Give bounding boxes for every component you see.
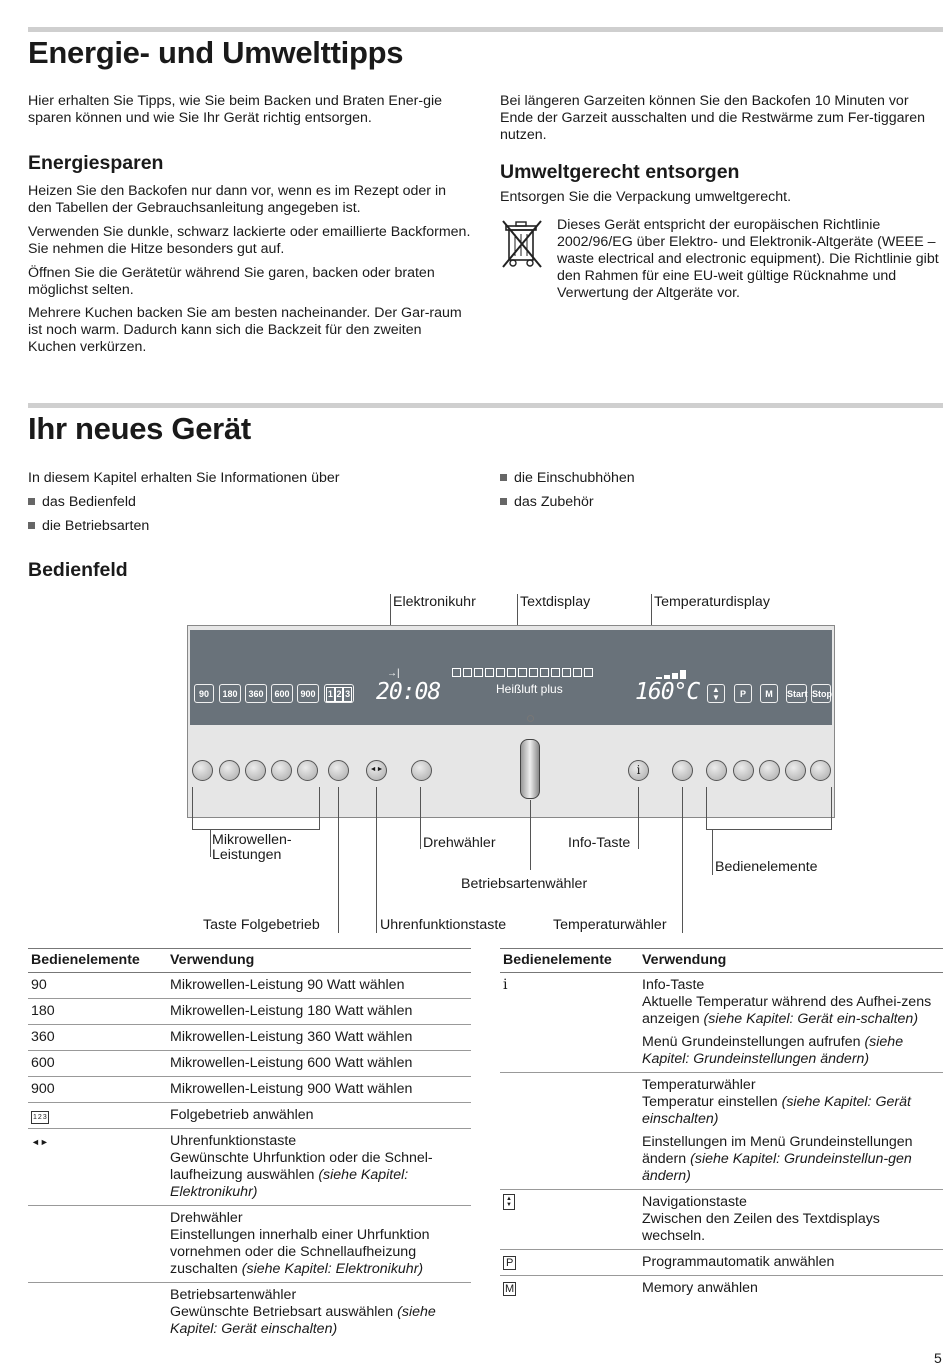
leader-line [706,787,707,829]
table-row: 600 Mikrowellen-Leistung 600 Watt wählen [28,1051,471,1077]
seq-3: 3 [343,687,352,702]
umwelt-heading: Umweltgerecht entsorgen [500,161,740,183]
navigation-key[interactable]: ▲ ▼ [707,684,725,703]
key-m[interactable]: M [760,684,778,703]
bullet-item: das Bedienfeld [28,494,136,511]
table-row: Drehwähler Einstellungen innerhalb einer Uhrfunktion vornehmen oder die Schnellaufheizung zuschalten (siehe Kapitel: Elektronikuhr) [28,1206,471,1283]
mode-icon [474,668,483,677]
key-600[interactable]: 600 [271,684,293,703]
bullet-icon [500,498,507,505]
seq-2: 2 [335,687,344,702]
table-row: i Info-Taste Aktuelle Temperatur während des Aufhei-zens anzeigen (siehe Kapitel: Gerät ein-schalten) Menü Grundeinstellungen aufrufen (siehe Kapitel: Grundeinstellungen ändern) [500,973,943,1073]
mode-icon [529,668,538,677]
energie-p2: Verwenden Sie dunkle, schwarz lackierte oder emaillierte Backformen. Sie nehmen die Hitze besonders gut auf. [28,224,471,257]
label-betriebsartenwaehler: Betriebsartenwähler [461,876,588,892]
leader-line [682,787,683,933]
control-button[interactable] [810,760,831,781]
leader-line [530,800,531,870]
mode-icons [452,668,593,677]
folgebetrieb-icon: 1 2 3 [31,1111,49,1124]
control-button[interactable] [706,760,727,781]
table-row: 180 Mikrowellen-Leistung 180 Watt wählen [28,999,471,1025]
leader-line [706,829,832,830]
label-drehwaehler: Drehwähler [423,835,496,851]
section-title-energie: Energie- und Umwelttipps [28,35,404,70]
geraet-intro: In diesem Kapitel erhalten Sie Informationen über [28,470,340,486]
uhrenfunktion-button[interactable]: ◄► [366,760,387,781]
mode-icon [551,668,560,677]
p-key-icon: P [503,1256,516,1270]
leader-line [192,829,320,830]
clock-display: 20:08 [376,679,441,705]
label-uhrenfunktionstaste: Uhrenfunktionstaste [380,917,507,933]
label-temperaturdisplay: Temperaturdisplay [654,594,770,610]
umwelt-p1: Entsorgen Sie die Verpackung umweltgerecht. [500,189,792,205]
table-row: Temperaturwähler Temperatur einstellen (siehe Kapitel: Gerät einschalten) Einstellungen im Menü Grundeinstellungen ändern (siehe Kapitel: Grundeinstellun-gen ändern) [500,1073,943,1190]
mode-icon [573,668,582,677]
bullet-item: die Betriebsarten [28,518,149,535]
control-button[interactable] [733,760,754,781]
leader-line [712,829,713,875]
leader-line [319,787,320,829]
table-left [28,948,471,1342]
energiesparen-heading: Energiesparen [28,152,164,174]
indicator-dot [527,715,534,722]
bullet-item: das Zubehör [500,494,594,511]
bedienfeld-heading: Bedienfeld [28,559,128,581]
bullet-icon [28,498,35,505]
table-row: 900 Mikrowellen-Leistung 900 Watt wählen [28,1077,471,1103]
info-icon: i [503,977,508,993]
navigation-icon: ▲ ▼ [503,1194,515,1210]
label-elektronikuhr: Elektronikuhr [393,594,476,610]
display-area [190,630,832,725]
table-row: P Programmautomatik anwählen [500,1250,943,1276]
section-rule-middle [28,403,943,408]
microwave-button[interactable] [297,760,318,781]
temperaturwaehler-knob[interactable] [672,760,693,781]
label-temperaturwaehler: Temperaturwähler [553,917,667,933]
mode-text: Heißluft plus [496,682,563,696]
energie-p4: Mehrere Kuchen backen Sie am besten nacheinander. Der Gar-raum ist noch warm. Dadurch kann sich die Backzeit für den zweiten Kuchen verkürzen. [28,305,462,355]
drehwaehler-knob[interactable] [411,760,432,781]
key-900[interactable]: 900 [297,684,319,703]
page-number: 5 [934,1350,942,1366]
arrows-icon: ◄► [31,1137,49,1147]
col-header: Verwendung [639,949,943,973]
microwave-button[interactable] [271,760,292,781]
col-header: Verwendung [167,949,471,973]
energie-p5: Bei längeren Garzeiten können Sie den Backofen 10 Minuten vor Ende der Garzeit ausschalten und die Restwärme zum Fer-tiggaren nutzen. [500,93,926,143]
key-start[interactable]: Start [786,684,807,703]
section-title-geraet: Ihr neues Gerät [28,411,251,446]
control-button[interactable] [785,760,806,781]
label-textdisplay: Textdisplay [520,594,591,610]
table-row: 90 Mikrowellen-Leistung 90 Watt wählen [28,973,471,999]
col-header: Bedienelemente [28,949,167,973]
section-rule-top [28,27,943,32]
label-taste-folgebetrieb: Taste Folgebetrieb [203,917,320,933]
table-row: 360 Mikrowellen-Leistung 360 Watt wählen [28,1025,471,1051]
leader-line [638,787,639,849]
energie-p3: Öffnen Sie die Gerätetür während Sie garen, backen oder braten möglichst selten. [28,265,435,298]
mode-icon [485,668,494,677]
timer-icon: →| [387,668,400,679]
col-header: Bedienelemente [500,949,639,973]
label-infotaste: Info-Taste [568,835,631,851]
table-row: M Memory anwählen [505,1280,758,1296]
key-folgebetrieb[interactable] [324,684,354,703]
microwave-button[interactable] [192,760,213,781]
key-180[interactable]: 180 [219,684,241,703]
control-button[interactable] [759,760,780,781]
microwave-button[interactable] [245,760,266,781]
control-panel [187,625,835,818]
temp-bar [680,670,686,679]
leader-line [338,787,339,933]
table-row: 1 2 3 Folgebetrieb anwählen [28,1103,471,1129]
label-bedienelemente: Bedienelemente [715,859,818,875]
bullet-item: die Einschubhöhen [500,470,635,487]
leader-line [831,787,832,829]
mode-icon [540,668,549,677]
bullet-icon [28,522,35,529]
temperature-display: 160°C [635,679,700,705]
key-stop[interactable]: Stop [811,684,831,703]
table-right [500,948,943,1301]
leader-line [376,787,377,933]
table-header [500,949,943,973]
table-row: ▲ ▼ Navigationstaste Zwischen den Zeilen des Textdisplays wechseln. [500,1190,943,1250]
intro-text: Hier erhalten Sie Tipps, wie Sie beim Backen und Braten Ener-gie sparen können und wie Sie Ihr Gerät richtig entsorgen. [28,93,443,126]
umwelt-p2: Dieses Gerät entspricht der europäischen Richtlinie 2002/96/EG über Elektro- und Elektronik-Altgeräte (WEEE – waste electrical and electronic equipment). Die Richtlinie gibt den Rahmen für eine EU-weit gültige Rücknahme und Verwertung der Altgeräte vor. [557,217,939,301]
label-mikrowellen: Mikrowellen- [212,832,292,848]
key-90[interactable]: 90 [194,684,214,703]
betriebsartenwaehler-knob[interactable] [520,739,540,799]
leader-line [192,787,193,829]
leader-line [420,787,421,849]
mode-icon [518,668,527,677]
key-p[interactable]: P [734,684,752,703]
leader-line [210,829,211,857]
mode-icon [562,668,571,677]
mode-icon [463,668,472,677]
weee-bin-icon [500,218,544,270]
seq-1: 1 [326,687,335,702]
key-360[interactable]: 360 [245,684,267,703]
folgebetrieb-button[interactable] [328,760,349,781]
bullet-icon [500,474,507,481]
mode-icon [452,668,461,677]
info-button[interactable]: i [628,760,649,781]
mode-icon [496,668,505,677]
temp-bars-icon [656,670,686,679]
mode-icon [507,668,516,677]
energie-p1: Heizen Sie den Backofen nur dann vor, wenn es im Rezept oder in den Tabellen der Gebrauchsanleitung angegeben ist. [28,183,446,216]
table-header [28,949,471,973]
label-leistungen: Leistungen [212,847,282,863]
table-row: Betriebsartenwähler Gewünschte Betriebsart auswählen (siehe Kapitel: Gerät einschalten) [170,1287,436,1337]
mode-icon [584,668,593,677]
table-row: ◄► Uhrenfunktionstaste Gewünschte Uhrfunktion oder die Schnel-laufheizung auswählen (siehe Kapitel: Elektronikuhr) [28,1129,471,1206]
microwave-button[interactable] [219,760,240,781]
m-key-icon: M [505,1283,515,1295]
